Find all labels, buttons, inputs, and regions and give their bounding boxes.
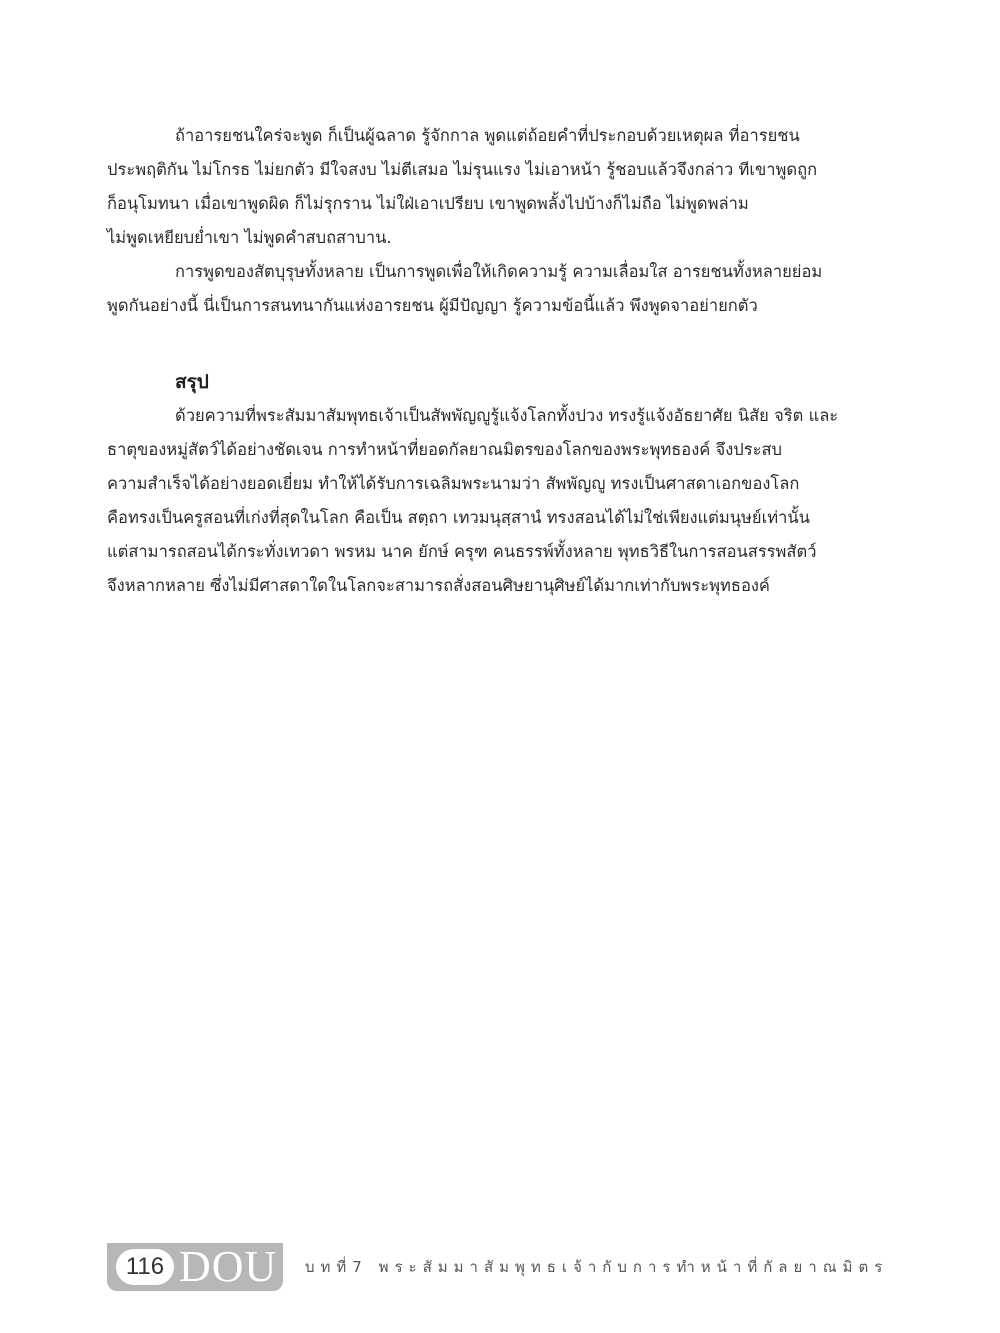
text-line: ประพฤติกัน ไม่โกรธ ไม่ยกตัว มีใจสงบ ไม่ตีเสมอ ไม่รุนแรง ไม่เอาหน้า รู้ชอบแล้วจึงกล่าว ทีเขาพูดถูก (107, 160, 818, 179)
text-line: ก็อนุโมทนา เมื่อเขาพูดผิด ก็ไม่รุกราน ไม่ใฝ่เอาเปรียบ เขาพูดพลั้งไปบ้างก็ไม่ถือ ไม่พูดพล่าม (107, 194, 749, 213)
section-heading: สรุป (175, 371, 209, 393)
chapter-title: บทที่7 พระสัมมาสัมพุทธเจ้ากับการทำหน้าที่กัลยาณมิตร (305, 1258, 889, 1276)
text-line: ไม่พูดเหยียบย่ำเขา ไม่พูดคำสบถสาบาน. (107, 228, 392, 247)
paragraph-1 (107, 119, 885, 255)
text-line: จึงหลากหลาย ซึ่งไม่มีศาสดาใดในโลกจะสามารถสั่งสอนศิษยานุศิษย์ได้มากเท่ากับพระพุทธองค์ (107, 576, 770, 595)
footer-badge (107, 1243, 283, 1291)
paragraph-3 (107, 399, 885, 603)
text-line: ถ้าอารยชนใคร่จะพูด ก็เป็นผู้ฉลาด รู้จักกาล พูดแต่ถ้อยคำที่ประกอบด้วยเหตุผล ที่อารยชน (175, 126, 800, 145)
paragraph-2 (107, 255, 885, 323)
text-line: คือทรงเป็นครูสอนที่เก่งที่สุดในโลก คือเป็น สตฺถา เทวมนุสฺสานํ ทรงสอนได้ไม่ใช่เพียงแต่มนุษย์เท่านั้น (107, 508, 810, 527)
page-footer (107, 1243, 897, 1291)
page-number: 116 (116, 1249, 174, 1285)
text-line: พูดกันอย่างนี้ นี่เป็นการสนทนากันแห่งอารยชน ผู้มีปัญญา รู้ความข้อนี้แล้ว พึงพูดจาอย่ายกตัว (107, 296, 758, 315)
text-line: แต่สามารถสอนได้กระทั่งเทวดา พรหม นาค ยักษ์ ครุฑ คนธรรพ์ทั้งหลาย พุทธวิธีในการสอนสรรพสัตว์ (107, 542, 817, 561)
dou-logo: DOU (179, 1242, 278, 1291)
text-line: ธาตุของหมู่สัตว์ได้อย่างชัดเจน การทำหน้าที่ยอดกัลยาณมิตรของโลกของพระพุทธองค์ จึงประสบ (107, 440, 783, 459)
text-line: ความสำเร็จได้อย่างยอดเยี่ยม ทำให้ได้รับการเฉลิมพระนามว่า สัพพัญญู ทรงเป็นศาสดาเอกของโลก (107, 474, 800, 493)
page-content (107, 119, 885, 603)
text-line: การพูดของสัตบุรุษทั้งหลาย เป็นการพูดเพื่อให้เกิดความรู้ ความเลื่อมใส อารยชนทั้งหลายย่อม (175, 262, 823, 281)
text-line: ด้วยความที่พระสัมมาสัมพุทธเจ้าเป็นสัพพัญญูรู้แจ้งโลกทั้งปวง ทรงรู้แจ้งอัธยาศัย นิสัย จริต และ (175, 406, 839, 425)
